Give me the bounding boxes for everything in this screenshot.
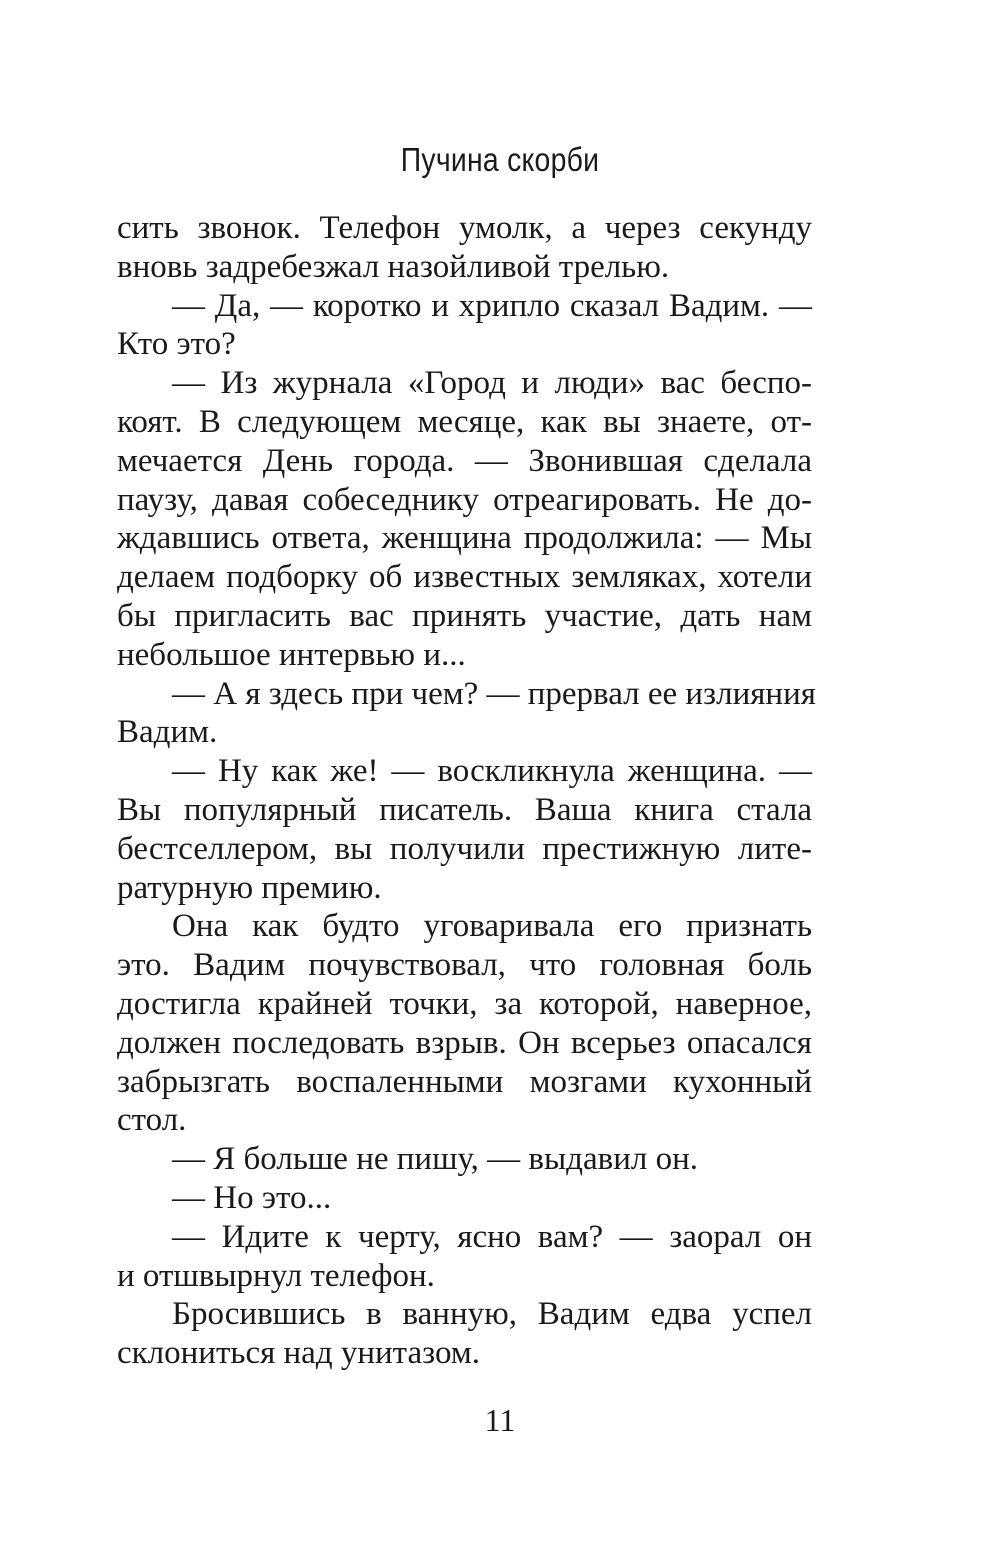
text-line: ратурную премию. [117,869,382,906]
text-line: должен последовать взрыв. Он всерьез опасался [117,1024,812,1061]
text-line: коят. В следующем месяце, как вы знаете, от- [117,403,812,440]
page-body-text [117,209,816,1373]
text-line: — Но это... [172,1179,332,1216]
text-line: — Из журнала «Город и люди» вас беспо- [172,365,812,402]
text-line: — Идите к черту, ясно вам? — заорал он [172,1218,812,1255]
text-line: бестселлером, вы получили престижную лите- [117,830,812,867]
text-line: это. Вадим почувствовал, что головная боль [117,947,812,984]
text-line: Вадим. [117,714,218,751]
text-line: — Ну как же! — воскликнула женщина. — [172,753,812,790]
text-line: небольшое интервью и... [117,636,466,673]
text-line: Кто это? [117,326,236,363]
text-line: — Я больше не пишу, — выдавил он. [172,1141,698,1178]
text-line: Она как будто уговаривала его признать [172,908,812,945]
text-line: мечается День города. — Звонившая сделала [117,442,812,479]
text-line: — Да, — коротко и хрипло сказал Вадим. — [172,287,812,324]
text-line: бы пригласить вас принять участие, дать нам [117,597,812,634]
text-line: вновь задребезжал назойливой трелью. [117,248,670,285]
text-line: сить звонок. Телефон умолк, а через секунду [117,210,812,246]
text-line: склониться над унитазом. [117,1335,480,1372]
text-line: Вы популярный писатель. Ваша книга стала [117,791,812,828]
text-line: делаем подборку об известных земляках, хотели [117,559,812,596]
text-line: — А я здесь при чем? — прервал ее излияния [172,675,816,712]
text-line: паузу, давая собеседнику отреагировать. Не до- [117,481,812,518]
text-line: достигла крайней точки, за которой, наверное, [117,985,812,1022]
text-line: и отшвырнул телефон. [117,1257,435,1294]
text-line: стол. [117,1102,187,1139]
page-number: 11 [484,1402,516,1438]
text-line: Бросившись в ванную, Вадим едва успел [172,1296,812,1333]
text-line: ждавшись ответа, женщина продолжила: — Мы [117,520,812,557]
running-title: Пучина скорби [400,141,600,178]
text-line: забрызгать воспаленными мозгами кухонный [117,1063,812,1100]
